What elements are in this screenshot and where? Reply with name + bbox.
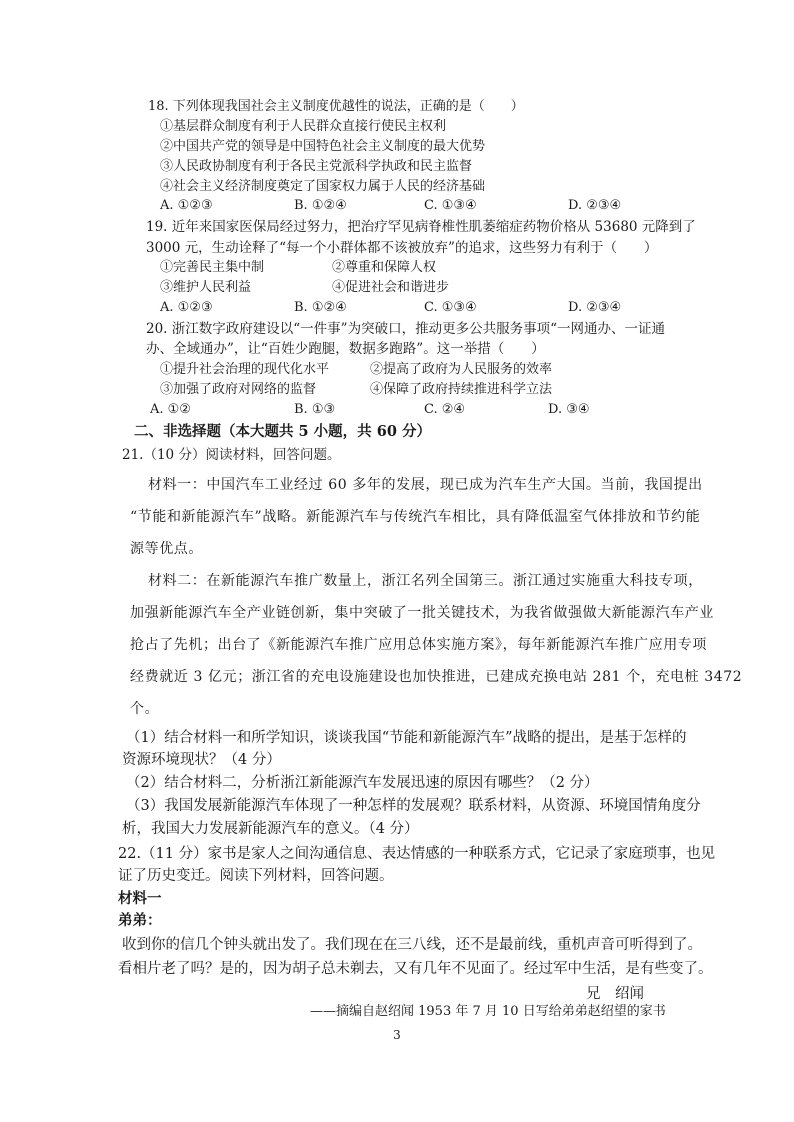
q20-item-1: ①提升社会治理的现代化水平 [160,362,330,377]
q18-choice-b: B. ①②④ [294,198,347,213]
q19-item-2: ②尊重和保障人权 [332,260,437,275]
q19-stem-line1: 19. 近年来国家医保局经过努力，把治疗罕见病脊椎性肌萎缩症药物价格从 53680 元降到了 [146,219,696,235]
q22-letter-line1: 收到你的信几个钟头就出发了。我们现在在三八线，还不是最前线，重机声音可听得到了。 [122,937,702,953]
q20-item-2: ②提高了政府为人民服务的效率 [370,362,553,377]
q19-choice-c: C. ①③④ [424,300,477,315]
q22-stem-line1: 22.（11 分）家书是家人之间沟通信息、表达情感的一种联系方式，它记录了家庭琐事，也见 [118,846,716,862]
q20-stem-line1: 20. 浙江数字政府建设以“一件事”为突破口，推动更多公共服务事项“一网通办、一证通 [146,321,665,337]
q19-choice-b: B. ①②④ [294,300,347,315]
q21-material2-line2: 加强新能源汽车全产业链创新，集中突破了一批关键技术，为我省做强做大新能源汽车产业 [130,605,714,621]
q19-item-4: ④促进社会和谐进步 [332,280,450,295]
q18-choice-a: A. ①②③ [160,198,213,213]
q21-sub2: （2）结合材料二，分析浙江新能源汽车发展迅速的原因有哪些？（2 分） [126,775,599,791]
q19-item-3: ③维护人民利益 [160,280,252,295]
q19-choice-a: A. ①②③ [160,300,213,315]
q21-material2-line1: 材料二：在新能源汽车推广数量上，浙江名列全国第三。浙江通过实施重大科技专项， [148,573,703,589]
q20-choice-d: D. ③④ [548,402,590,417]
q21-material2-line4: 经费就近 3 亿元；浙江省的充电设施建设也加快推进，已建成充换电站 281 个，充电桩 3472 [130,669,743,685]
q22-stem-line2: 证了历史变迁。阅读下列材料，回答问题。 [118,868,394,884]
q22-source: ——摘编自赵绍闻 1953 年 7 月 10 日写给弟弟赵绍望的家书 [310,1004,666,1019]
q18-choice-c: C. ①③④ [424,198,477,213]
q22-letter-line2: 看相片老了吗？是的，因为胡子总未剃去，又有几年不见面了。经过军中生活，是有些变了。 [118,961,713,977]
q18-item-4: ④社会主义经济制度奠定了国家权力属于人民的经济基础 [160,179,486,194]
q19-stem-line2: 3000 元，生动诠释了“每一个小群体都不该被放弃”的追求，这些努力有利于（ ） [146,240,658,256]
q18-stem: 18. 下列体现我国社会主义制度优越性的说法，正确的是（ ） [148,99,524,114]
q22-salutation: 弟弟： [118,912,162,929]
q20-choice-c: C. ②④ [424,402,466,417]
q21-material2-line3: 抢占了先机；出台了《新能源汽车推广应用总体实施方案》，每年新能源汽车推广应用专项 [130,637,707,653]
q21-sub1-line2: 资源环境现状？（4 分） [122,752,281,768]
q21-sub3-line2: 析，我国大力发展新能源汽车的意义。（4 分） [122,821,419,837]
q20-stem-line2: 办、全域通办”，让“百姓少跑腿，数据多跑路”。这一举措（ ） [146,341,545,357]
q20-choice-a: A. ①② [150,402,191,417]
q21-stem: 21.（10 分）阅读材料，回答问题。 [122,447,341,463]
page-number: 3 [393,1028,401,1042]
q21-sub3-line1: （3）我国发展新能源汽车体现了一种怎样的发展观？联系材料，从资源、环境国情角度分 [126,798,701,814]
q19-choice-d: D. ②③④ [568,300,622,315]
q20-item-3: ③加强了政府对网络的监督 [160,382,317,397]
q20-item-4: ④保障了政府持续推进科学立法 [370,382,553,397]
q18-item-1: ①基层群众制度有利于人民群众直接行使民主权利 [160,119,447,134]
q18-item-2: ②中国共产党的领导是中国特色社会主义制度的最大优势 [160,139,486,154]
q22-signature: 兄 绍闻 [586,986,644,1002]
q18-item-3: ③人民政协制度有利于各民主党派科学执政和民主监督 [160,159,473,174]
section2-title: 二、非选择题（本大题共 5 小题，共 60 分） [134,423,431,440]
q21-sub1-line1: （1）结合材料一和所学知识，谈谈我国“节能和新能源汽车”战略的提出，是基于怎样的 [126,730,687,746]
q22-material-label: 材料一 [118,890,162,907]
q20-choice-b: B. ①③ [294,402,336,417]
q21-material1-line2: “节能和新能源汽车”战略。新能源汽车与传统汽车相比，具有降低温室气体排放和节约能 [130,509,701,525]
q21-material1-line1: 材料一：中国汽车工业经过 60 多年的发展，现已成为汽车生产大国。当前，我国提出 [148,477,703,493]
q18-choice-d: D. ②③④ [568,198,622,213]
q21-material1-line3: 源等优点。 [130,541,203,557]
q21-material2-line5: 个。 [130,701,160,717]
q19-item-1: ①完善民主集中制 [160,260,265,275]
